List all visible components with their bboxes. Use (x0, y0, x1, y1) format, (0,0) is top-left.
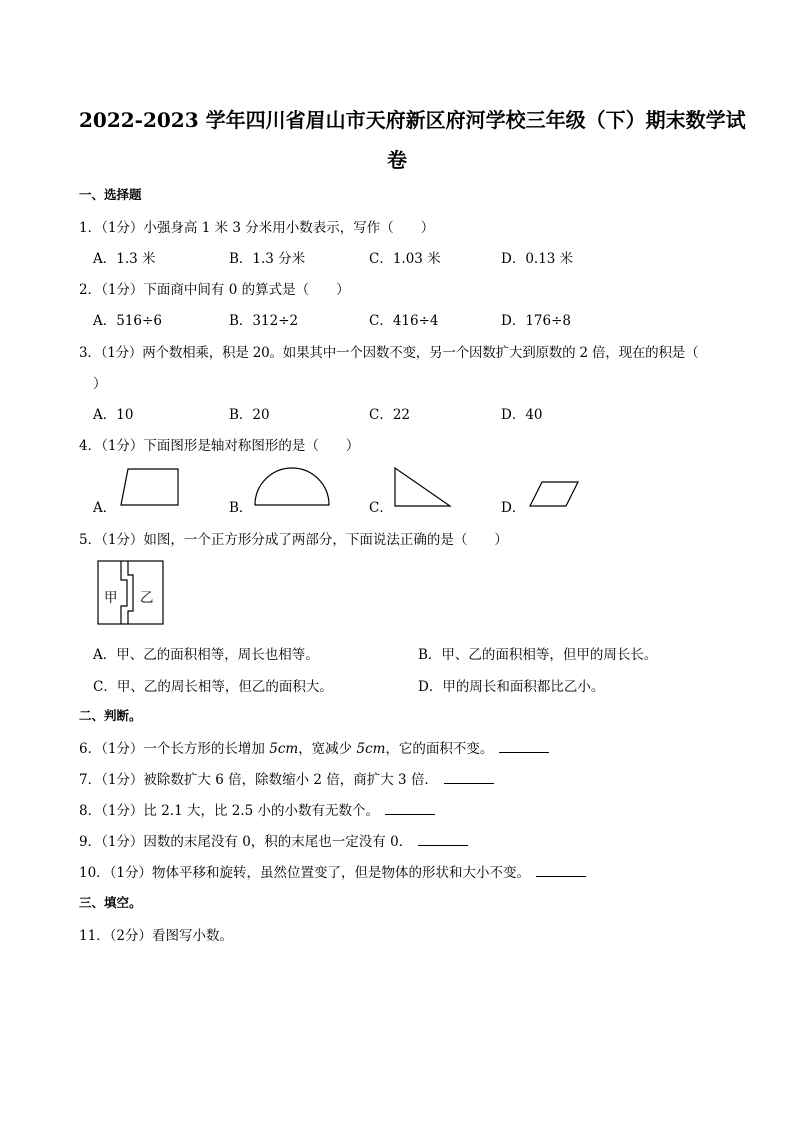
question-3-stem-end: ） (93, 376, 107, 392)
answer-blank[interactable] (444, 771, 494, 784)
semicircle-shape (253, 466, 331, 508)
question-11-stem: 11．（2分）看图写小数。 (79, 928, 234, 944)
question-6-text-a: 6．（1分）一个长方形的长增加 (79, 741, 270, 757)
answer-blank[interactable] (499, 740, 549, 753)
question-6-text-c: ，它的面积不变。 (385, 741, 494, 757)
question-2-stem: 2．（1分）下面商中间有 0 的算式是（ ） (79, 282, 350, 298)
answer-blank[interactable] (385, 802, 435, 815)
question-3-option-b[interactable]: B．20 (229, 407, 270, 423)
question-5-option-d[interactable]: D．甲的周长和面积都比乙小。 (418, 679, 605, 695)
parallelogram-shape (528, 480, 580, 508)
question-3-stem: 3．（1分）两个数相乘，积是 20。如果其中一个因数不变，另一个因数扩大到原数的 2 倍，现在的积是（ (79, 345, 699, 361)
question-9 (79, 830, 468, 850)
question-4-option-a[interactable]: A． (93, 500, 117, 516)
question-3-option-c[interactable]: C．22 (369, 407, 411, 423)
question-1-stem: 1．（1分）小强身高 1 米 3 分米用小数表示，写作（ ） (79, 220, 435, 236)
question-2-option-b[interactable]: B．312÷2 (229, 313, 299, 329)
question-10-text: 10．（1分）物体平移和旋转，虽然位置变了，但是物体的形状和大小不变。 (79, 865, 531, 881)
question-7 (79, 768, 494, 788)
question-6-text-b: ，宽减少 (298, 741, 357, 757)
question-4-option-c[interactable]: C． (369, 500, 393, 516)
question-3-option-a[interactable]: A．10 (93, 407, 134, 423)
question-5-stem: 5．（1分）如图，一个正方形分成了两部分，下面说法正确的是（ ） (79, 532, 508, 548)
question-7-text: 7．（1分）被除数扩大 6 倍，除数缩小 2 倍，商扩大 3 倍． (79, 772, 438, 788)
figure-label-jia: 甲 (104, 590, 118, 606)
answer-blank[interactable] (536, 864, 586, 877)
section-heading-judge: 二、判断。 (79, 708, 142, 723)
page-title-line1: 2022-2023 学年四川省眉山市天府新区府河学校三年级（下）期末数学试 (79, 108, 746, 132)
question-6-value-1: 5cm (269, 741, 299, 757)
question-1-option-d[interactable]: D．0.13 米 (501, 251, 574, 267)
question-6 (79, 737, 549, 757)
question-5-option-a[interactable]: A．甲、乙的面积相等，周长也相等。 (93, 647, 319, 663)
figure-label-yi: 乙 (140, 590, 154, 606)
question-5-option-c[interactable]: C．甲、乙的周长相等，但乙的面积大。 (93, 679, 333, 695)
question-10 (79, 861, 586, 881)
question-2-option-d[interactable]: D．176÷8 (501, 313, 571, 329)
section-heading-fill: 三、填空。 (79, 895, 142, 910)
question-2-option-a[interactable]: A．516÷6 (93, 313, 162, 329)
question-1-option-a[interactable]: A．1.3 米 (93, 251, 156, 267)
question-8-text: 8．（1分）比 2.1 大，比 2.5 小的小数有无数个。 (79, 803, 380, 819)
question-4-stem: 4．（1分）下面图形是轴对称图形的是（ ） (79, 438, 360, 454)
question-2-option-c[interactable]: C．416÷4 (369, 313, 439, 329)
section-heading-choice: 一、选择题 (79, 187, 142, 202)
question-9-text: 9．（1分）因数的末尾没有 0，积的末尾也一定没有 0． (79, 834, 413, 850)
question-5-option-b[interactable]: B．甲、乙的面积相等，但甲的周长长。 (418, 647, 658, 663)
question-1-option-c[interactable]: C．1.03 米 (369, 251, 441, 267)
question-6-value-2: 5cm (356, 741, 386, 757)
page-title-line2: 卷 (387, 148, 407, 172)
answer-blank[interactable] (418, 833, 468, 846)
question-4-option-b[interactable]: B． (229, 500, 253, 516)
question-3-option-d[interactable]: D．40 (501, 407, 543, 423)
question-1-option-b[interactable]: B．1.3 分米 (229, 251, 306, 267)
question-4-option-d[interactable]: D． (501, 500, 526, 516)
right-triangle-shape (393, 466, 453, 508)
trapezoid-shape (120, 466, 182, 508)
question-8 (79, 799, 435, 819)
